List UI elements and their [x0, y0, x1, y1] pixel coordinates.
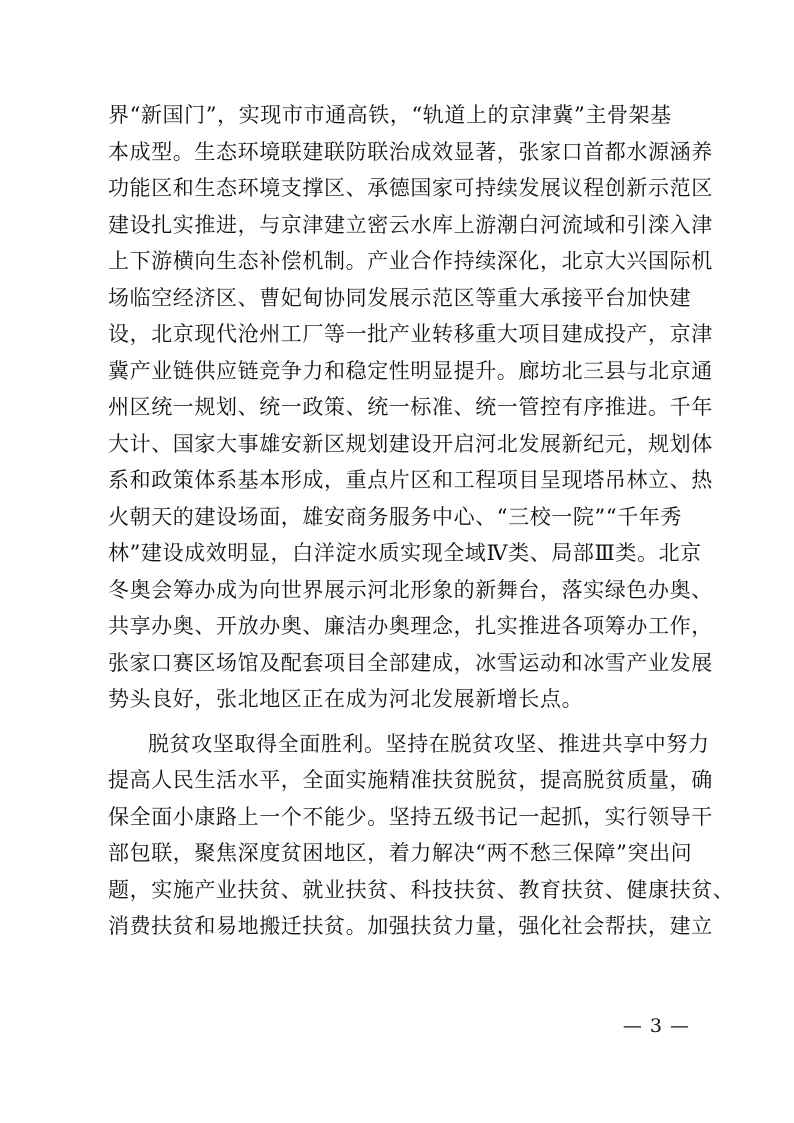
text-line: 设，北京现代沧州工厂等一批产业转移重大项目建成投产，京津	[108, 322, 713, 346]
text-line: 功能区和生态环境支撑区、承德国家可持续发展议程创新示范区	[108, 176, 713, 200]
text-line: 场临空经济区、曹妃甸协同发展示范区等重大承接平台加快建	[108, 285, 692, 310]
text-line: 消费扶贫和易地搬迁扶贫。加强扶贫力量，强化社会帮扶，建立	[108, 914, 713, 938]
paragraph-spacer	[108, 718, 692, 726]
text-line: 系和政策体系基本形成，重点片区和工程项目呈现塔吊林立、热	[108, 468, 713, 492]
text-line: 上下游横向生态补偿机制。产业合作持续深化，北京大兴国际机	[108, 249, 713, 273]
text-line: 州区统一规划、统一政策、统一标准、统一管控有序推进。千年	[108, 395, 713, 419]
text-line: 题，实施产业扶贫、就业扶贫、科技扶贫、教育扶贫、健康扶贫、	[108, 877, 735, 902]
text-line: 张家口赛区场馆及配套项目全部建成，冰雪运动和冰雪产业发展	[108, 650, 713, 675]
text-line: 保全面小康路上一个不能少。坚持五级书记一起抓，实行领导干	[108, 804, 713, 829]
text-line: 脱贫攻坚取得全面胜利。坚持在脱贫攻坚、推进共享中努力	[148, 731, 710, 756]
paragraph-1	[108, 97, 713, 718]
text-line: 冬奥会筹办成为向世界展示河北形象的新舞台，落实绿色办奥、	[108, 577, 713, 602]
text-line: 冀产业链供应链竞争力和稳定性明显提升。廊坊北三县与北京通	[108, 358, 713, 383]
body-text	[108, 97, 735, 945]
text-line: 界“新国门”，实现市市通高铁，“轨道上的京津冀”主骨架基	[108, 103, 672, 127]
text-line: 火朝天的建设场面，雄安商务服务中心、“三校一院”“千年秀	[108, 504, 683, 529]
text-line: 林”建设成效明显，白洋淀水质实现全域Ⅳ类、局部Ⅲ类。北京	[108, 541, 702, 565]
page-number: — 3 —	[622, 1015, 690, 1037]
text-line: 建设扎实推进，与京津建立密云水库上游潮白河流域和引滦入津	[108, 212, 713, 237]
paragraph-2	[108, 726, 735, 945]
text-line: 势头良好，张北地区正在成为河北发展新增长点。	[108, 687, 584, 711]
text-line: 大计、国家大事雄安新区规划建设开启河北发展新纪元，规划体	[108, 431, 713, 456]
text-line: 共享办奥、开放办奥、廉洁办奥理念，扎实推进各项筹办工作，	[108, 614, 713, 638]
text-line: 本成型。生态环境联建联防联治成效显著，张家口首都水源涵养	[108, 139, 713, 164]
text-line: 提高人民生活水平，全面实施精准扶贫脱贫，提高脱贫质量，确	[108, 768, 713, 792]
text-line: 部包联，聚焦深度贫困地区，着力解决“两不愁三保障”突出问	[108, 841, 693, 865]
